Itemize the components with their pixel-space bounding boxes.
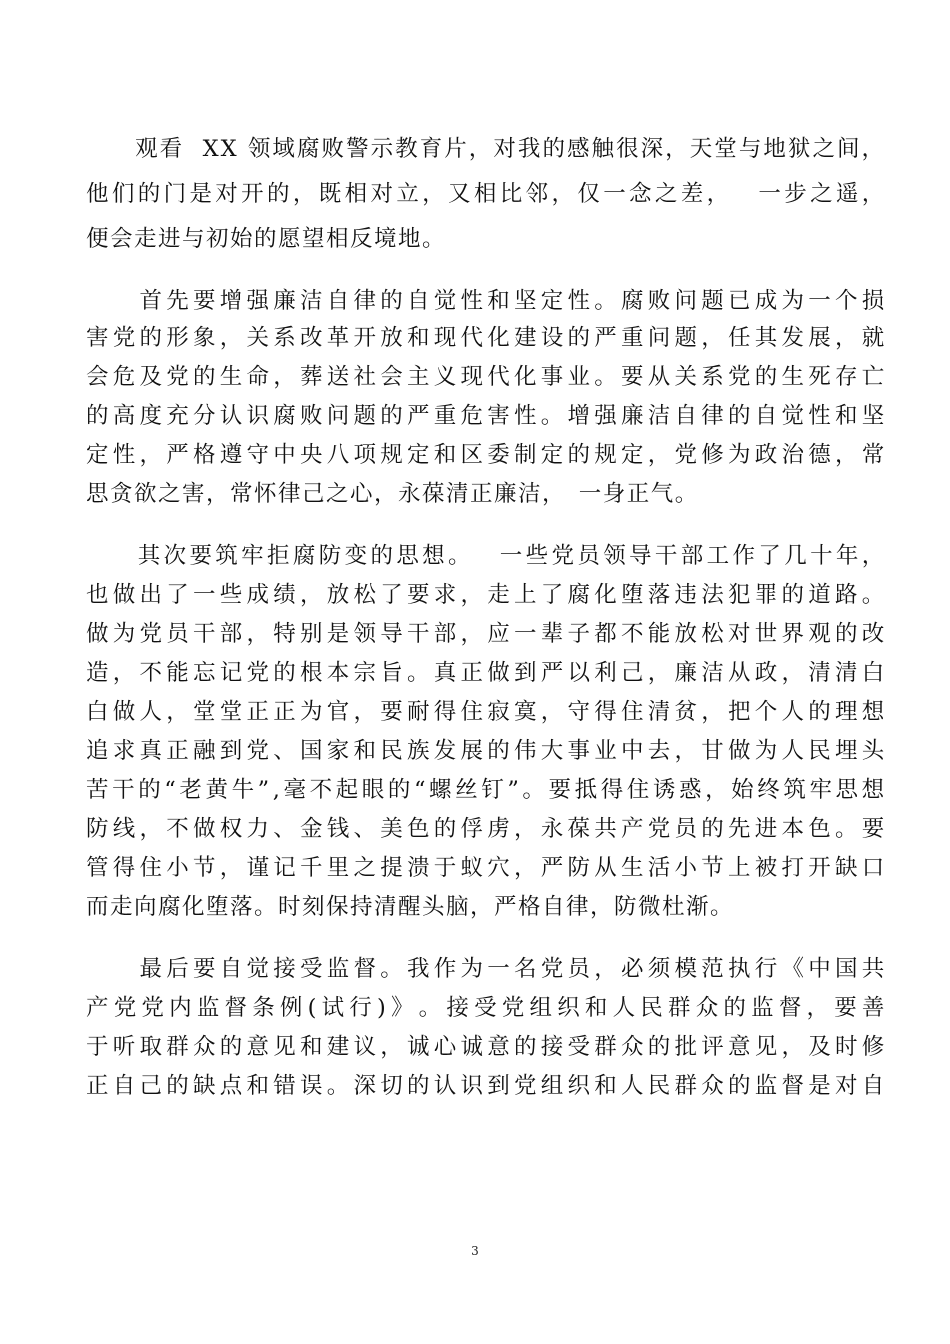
paragraph-4-line-2: 产 党 党 内 监 督 条 例 ( 试 行 ) 》 。 接 受 党 组 织 和 人 民 群 众 的 监 督 ， 要 善 [86, 995, 886, 1021]
paragraph-2-line-4: 的 高 度 充 分 认 识 腐 败 问 题 的 严 重 危 害 性 。 增 强 廉 洁 自 律 的 自 觉 性 和 坚 [86, 403, 886, 429]
paragraph-2-line-5: 定 性 ， 严 格 遵 守 中 央 八 项 规 定 和 区 委 制 定 的 规 定 ， 党 修 为 政 治 德 ， 常 [86, 442, 886, 468]
paragraph-4-line-1: 最 后 要 自 觉 接 受 监 督 。 我 作 为 一 名 党 员 ， 必 须 模 范 执 行 《 中 国 共 [139, 956, 886, 982]
paragraph-3-line-8: 防 线 ， 不 做 权 力 、 金 钱 、 美 色 的 俘 虏 ， 永 葆 共 产 党 员 的 先 进 本 色 。 要 [86, 816, 886, 842]
paragraph-3-line-1: 其 次 要 筑 牢 拒 腐 防 变 的 思 想 。 一 些 党 员 领 导 干 部 工 作 了 几 十 年 ， [137, 543, 886, 569]
paragraph-2-line-1: 首 先 要 增 强 廉 洁 自 律 的 自 觉 性 和 坚 定 性 。 腐 败 问 题 已 成 为 一 个 损 [139, 288, 886, 314]
paragraph-1-line-2: 他 们 的 门 是 对 开 的 ， 既 相 对 立 ， 又 相 比 邻 ， 仅 一 念 之 差 ， 一 步 之 遥 ， [86, 181, 886, 207]
paragraph-4-line-3: 于 听 取 群 众 的 意 见 和 建 议 ， 诚 心 诚 意 的 接 受 群 众 的 批 评 意 见 ， 及 时 修 [86, 1034, 886, 1060]
paragraph-3-line-3: 做 为 党 员 干 部 ， 特 别 是 领 导 干 部 ， 应 一 辈 子 都 不 能 放 松 对 世 界 观 的 改 [86, 621, 886, 647]
paragraph-1-line-3: 便会走进与初始的愿望相反境地。 [86, 226, 447, 252]
paragraph-1-line-1: 观 看 X X 领 域 腐 败 警 示 教 育 片 ， 对 我 的 感 触 很 深 ， 天 堂 与 地 狱 之 间 ， [135, 136, 886, 162]
paragraph-3-line-2: 也 做 出 了 一 些 成 绩 ， 放 松 了 要 求 ， 走 上 了 腐 化 堕 落 违 法 犯 罪 的 道 路 。 [86, 582, 886, 608]
paragraph-2-line-3: 会 危 及 党 的 生 命 ， 葬 送 社 会 主 义 现 代 化 事 业 。 要 从 关 系 党 的 生 死 存 亡 [86, 364, 886, 390]
paragraph-3-line-6: 追 求 真 正 融 到 党 、 国 家 和 民 族 发 展 的 伟 大 事 业 中 去 ， 甘 做 为 人 民 埋 头 [86, 738, 886, 764]
paragraph-3-line-5: 白 做 人 ， 堂 堂 正 正 为 官 ， 要 耐 得 住 寂 寞 ， 守 得 住 清 贫 ， 把 个 人 的 理 想 [86, 699, 886, 725]
paragraph-3-line-10: 而走向腐化堕落。时刻保持清醒头脑，严格自律，防微杜渐。 [86, 894, 735, 920]
paragraph-4-line-4: 正 自 己 的 缺 点 和 错 误 。 深 切 的 认 识 到 党 组 织 和 人 民 群 众 的 监 督 是 对 自 [86, 1073, 886, 1099]
paragraph-3-line-7: 苦 干 的 “ 老 黄 牛 ” , 毫 不 起 眼 的 “ 螺 丝 钉 ” 。 要 抵 得 住 诱 惑 ， 始 终 筑 牢 思 想 [86, 777, 886, 803]
paragraph-2-line-6: 思贪欲之害，常怀律己之心，永葆清正廉洁， 一身正气。 [86, 481, 699, 507]
paragraph-3-line-4: 造 ， 不 能 忘 记 党 的 根 本 宗 旨 。 真 正 做 到 严 以 利 己 ， 廉 洁 从 政 ， 清 清 白 [86, 660, 886, 686]
paragraph-3-line-9: 管 得 住 小 节 ， 谨 记 千 里 之 提 溃 于 蚁 穴 ， 严 防 从 生 活 小 节 上 被 打 开 缺 口 [86, 855, 886, 881]
paragraph-2-line-2: 害 党 的 形 象 ， 关 系 改 革 开 放 和 现 代 化 建 设 的 严 重 问 题 ， 任 其 发 展 ， 就 [86, 325, 886, 351]
page-number: 3 [471, 1244, 479, 1258]
